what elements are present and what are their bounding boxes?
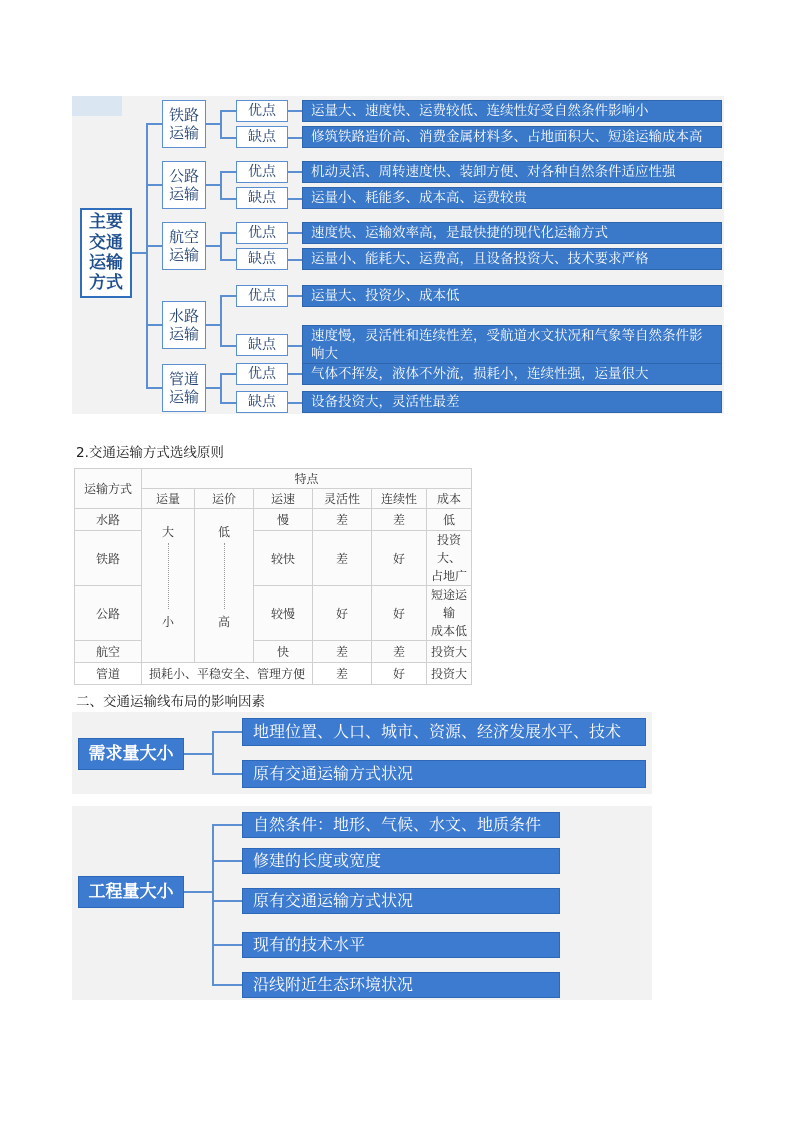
engineering-item: 修建的长度或宽度: [242, 848, 560, 874]
volume-arrow: [168, 543, 169, 609]
row-road-speed: 较慢: [254, 586, 313, 641]
row-water-speed: 慢: [254, 509, 313, 531]
row-water-mode: 水路: [75, 509, 142, 531]
eng-item-link: [212, 900, 242, 902]
row-air-flex: 差: [313, 641, 372, 663]
demand-link-v: [212, 731, 214, 775]
eng-item-link: [212, 984, 242, 986]
features-header: 特点: [142, 469, 472, 489]
tag-link-cons: [220, 402, 236, 404]
pros-tag: 优点: [236, 100, 288, 122]
pros-tag: 优点: [236, 363, 288, 385]
cons-tag: 缺点: [236, 187, 288, 209]
demand-link-1: [212, 731, 242, 733]
mode-tag-vline: [220, 232, 222, 259]
row-rail-speed: 较快: [254, 531, 313, 586]
engineering-item: 沿线附近生态环境状况: [242, 972, 560, 998]
row-pipe-cost: 投资大: [427, 663, 472, 685]
mode-tag-link: [206, 324, 220, 326]
row-road-cost: 短途运输 成本低: [427, 586, 472, 641]
pros-desc: 运量大、投资少、成本低: [302, 285, 722, 307]
tag-link-cons: [220, 137, 236, 139]
desc-link-cons: [288, 259, 302, 261]
col-speed: 运速: [254, 489, 313, 509]
row-rail-flex: 差: [313, 531, 372, 586]
cons-desc: 运量小、耗能多、成本高、运费较贵: [302, 187, 722, 209]
cons-tag: 缺点: [236, 391, 288, 413]
pros-desc: 速度快、运输效率高，是最快捷的现代化运输方式: [302, 222, 722, 244]
tag-link-pros: [220, 171, 236, 173]
row-rail-cost: 投资大、 占地广: [427, 531, 472, 586]
cons-tag: 缺点: [236, 126, 288, 148]
corner-decoration: [72, 96, 122, 116]
price-range: [195, 509, 254, 663]
desc-link-pros: [288, 295, 302, 297]
eng-item-link: [212, 944, 242, 946]
tag-link-pros: [220, 295, 236, 297]
desc-link-cons: [288, 345, 302, 347]
pros-tag: 优点: [236, 222, 288, 244]
row-air-cost: 投资大: [427, 641, 472, 663]
row-road-mode: 公路: [75, 586, 142, 641]
desc-link-pros: [288, 110, 302, 112]
col-cost: 成本: [427, 489, 472, 509]
tag-link-pros: [220, 110, 236, 112]
demand-link-2: [212, 773, 242, 775]
row-pipe-mode: 管道: [75, 663, 142, 685]
desc-link-pros: [288, 373, 302, 375]
engineering-item: 现有的技术水平: [242, 932, 560, 958]
row-rail-cont: 好: [372, 531, 427, 586]
mode-link: [146, 184, 162, 186]
row-water-cont: 差: [372, 509, 427, 531]
pros-desc: 机动灵活、周转速度快、装卸方便、对各种自然条件适应性强: [302, 161, 722, 183]
price-bottom: 高: [217, 615, 230, 629]
row-road-cont: 好: [372, 586, 427, 641]
volume-top: 大: [161, 525, 174, 539]
pros-desc: 气体不挥发，液体不外流，损耗小，连续性强，运量很大: [302, 363, 722, 385]
cons-desc: 运量小、能耗大、运费高，且设备投资大、技术要求严格: [302, 248, 722, 270]
desc-link-cons: [288, 198, 302, 200]
trunk-v: [146, 125, 148, 389]
row-rail-mode: 铁路: [75, 531, 142, 586]
row-pipe-flex: 差: [313, 663, 372, 685]
row-air-speed: 快: [254, 641, 313, 663]
cons-tag: 缺点: [236, 334, 288, 356]
demand-item-1: 地理位置、人口、城市、资源、经济发展水平、技术: [242, 718, 646, 746]
root-label: 主要交通运输方式: [89, 212, 123, 294]
pros-desc: 运量大、速度快、运费较低、连续性好受自然条件影响小: [302, 100, 722, 122]
demand-link-h: [184, 753, 212, 755]
row-road-flex: 好: [313, 586, 372, 641]
desc-link-pros: [288, 232, 302, 234]
pros-tag: 优点: [236, 161, 288, 183]
desc-link-cons: [288, 137, 302, 139]
mode-tag-link: [206, 123, 220, 125]
tag-link-pros: [220, 373, 236, 375]
mode-link: [146, 245, 162, 247]
tag-link-cons: [220, 345, 236, 347]
volume-range: [142, 509, 195, 663]
demand-item-2: 原有交通运输方式状况: [242, 760, 646, 788]
section3-heading: 二、交通运输线布局的影响因素: [76, 694, 265, 710]
trunk-h: [132, 252, 146, 254]
row-water-flex: 差: [313, 509, 372, 531]
eng-item-link: [212, 824, 242, 826]
cons-tag: 缺点: [236, 248, 288, 270]
desc-link-pros: [288, 171, 302, 173]
eng-item-link: [212, 860, 242, 862]
col-volume: 运量: [142, 489, 195, 509]
row-pipe-cont: 好: [372, 663, 427, 685]
criteria-table: [74, 468, 472, 685]
mode-link: [146, 324, 162, 326]
section2-heading: 2.交通运输方式选线原则: [76, 445, 224, 461]
cons-desc: 设备投资大，灵活性最差: [302, 391, 722, 413]
engineering-item: 自然条件：地形、气候、水文、地质条件: [242, 812, 560, 838]
mode-node: 水路运输: [162, 301, 206, 349]
eng-link-v: [212, 824, 214, 986]
root-node: [80, 208, 132, 298]
mode-tag-vline: [220, 295, 222, 345]
price-arrow: [224, 543, 225, 609]
row-water-cost: 低: [427, 509, 472, 531]
col-mode-header: 运输方式: [75, 469, 142, 509]
engineering-root: 工程量大小: [78, 876, 184, 908]
eng-link-h: [184, 891, 212, 893]
col-price: 运价: [195, 489, 254, 509]
row-pipe-merged: 损耗小、平稳安全、管理方便: [142, 663, 313, 685]
desc-link-cons: [288, 402, 302, 404]
engineering-item: 原有交通运输方式状况: [242, 888, 560, 914]
row-air-mode: 航空: [75, 641, 142, 663]
demand-root: 需求量大小: [78, 738, 184, 770]
mode-node: 铁路运输: [162, 100, 206, 148]
mode-link: [146, 123, 162, 125]
cons-desc: 速度慢，灵活性和连续性差，受航道水文状况和气象等自然条件影响大: [302, 325, 722, 365]
col-cont: 连续性: [372, 489, 427, 509]
tag-link-cons: [220, 259, 236, 261]
mode-tag-vline: [220, 171, 222, 198]
mode-tag-link: [206, 184, 220, 186]
price-top: 低: [217, 525, 230, 539]
mode-tag-link: [206, 245, 220, 247]
mode-node: 管道运输: [162, 364, 206, 412]
row-air-cont: 差: [372, 641, 427, 663]
tag-link-pros: [220, 232, 236, 234]
mode-node: 航空运输: [162, 222, 206, 270]
mode-node: 公路运输: [162, 161, 206, 209]
tag-link-cons: [220, 198, 236, 200]
cons-desc: 修筑铁路造价高、消费金属材料多、占地面积大、短途运输成本高: [302, 126, 722, 148]
volume-bottom: 小: [161, 615, 174, 629]
mode-link: [146, 387, 162, 389]
pros-tag: 优点: [236, 285, 288, 307]
col-flex: 灵活性: [313, 489, 372, 509]
mode-tag-link: [206, 387, 220, 389]
mode-tag-vline: [220, 110, 222, 137]
mode-tag-vline: [220, 373, 222, 402]
